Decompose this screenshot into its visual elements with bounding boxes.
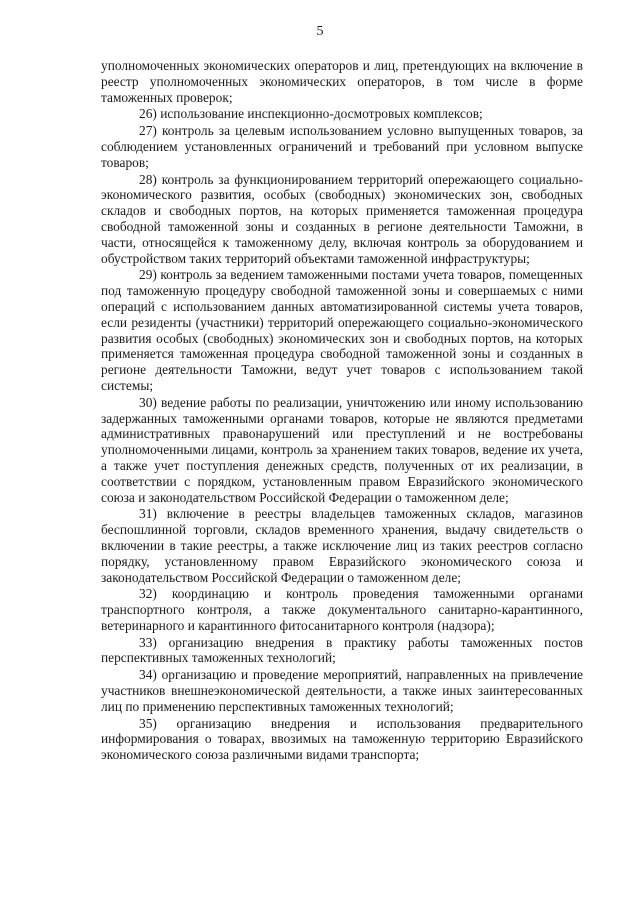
paragraph-item-34: 34) организацию и проведение мероприятий, направленных на привлечение участников внешнеэкономической деятельности, а также иных заинтересованных лиц по применению перспективных таможенных технологий;: [101, 667, 583, 714]
paragraph-item-33: 33) организацию внедрения в практику работы таможенных постов перспективных таможенных технологий;: [101, 634, 583, 666]
document-body: [101, 58, 583, 764]
paragraph-item-29: 29) контроль за ведением таможенными постами учета товаров, помещенных под таможенную процедуру свободной таможенной зоны и совершаемых с ними операций с использованием данных автоматизированной системы учета товаров, если резиденты (участники) территорий опережающего социально-экономического развития особых (свободных) экономических зон и свободных портов, на которых применяется таможенная процедура свободной таможенной зоны и созданных в регионе деятельности Таможни, ведут учет товаров с использованием такой системы;: [101, 267, 583, 393]
paragraph-item-28: 28) контроль за функционированием территорий опережающего социально-экономического развития, особых (свободных) экономических зон, свободных складов и свободных портов, на которых применяется таможенная процедура свободной таможенной зоны и созданных в регионе деятельности Таможни, в части, относящейся к таможенному делу, включая контроль за оборудованием и обустройством таких территорий объектами таможенной инфраструктуры;: [101, 171, 583, 266]
paragraph-item-35: 35) организацию внедрения и использования предварительного информирования о товарах, ввозимых на таможенную территорию Евразийского экономического союза различными видами транспорта;: [101, 715, 583, 763]
page-number: 5: [316, 24, 324, 39]
paragraph-item-27: 27) контроль за целевым использованием условно выпущенных товаров, за соблюдением установленных ограничений и требований при условном выпуске товаров;: [101, 123, 583, 170]
paragraph-continuation: уполномоченных экономических операторов и лиц, претендующих на включение в реестр уполномоченных экономических операторов, в том числе в форме таможенных проверок;: [101, 58, 583, 105]
paragraph-item-30: 30) ведение работы по реализации, уничтожению или иному использованию задержанных таможенными органами товаров, которые не являются предметами административных правонарушений или преступлений и не востребованы уполномоченными лицами, контроль за хранением таких товаров, ведение их учета, а также учет поступления денежных средств, полученных от их реализации, в соответствии с порядком, установленным правом Евразийского экономического союза и законодательством Российской Федерации о таможенном деле;: [101, 394, 583, 505]
paragraph-item-31: 31) включение в реестры владельцев таможенных складов, магазинов беспошлинной торговли, складов временного хранения, выдачу свидетельств о включении в такие реестры, а также исключение лиц из таких реестров согласно порядку, установленному правом Евразийского экономического союза и законодательством Российской Федерации о таможенном деле;: [101, 506, 583, 585]
paragraph-item-26: 26) использование инспекционно-досмотровых комплексов;: [139, 106, 483, 122]
paragraph-item-32: 32) координацию и контроль проведения таможенными органами транспортного контроля, а также документального санитарно-карантинного, ветеринарного и карантинного фитосанитарного контроля (надзора);: [101, 586, 583, 633]
